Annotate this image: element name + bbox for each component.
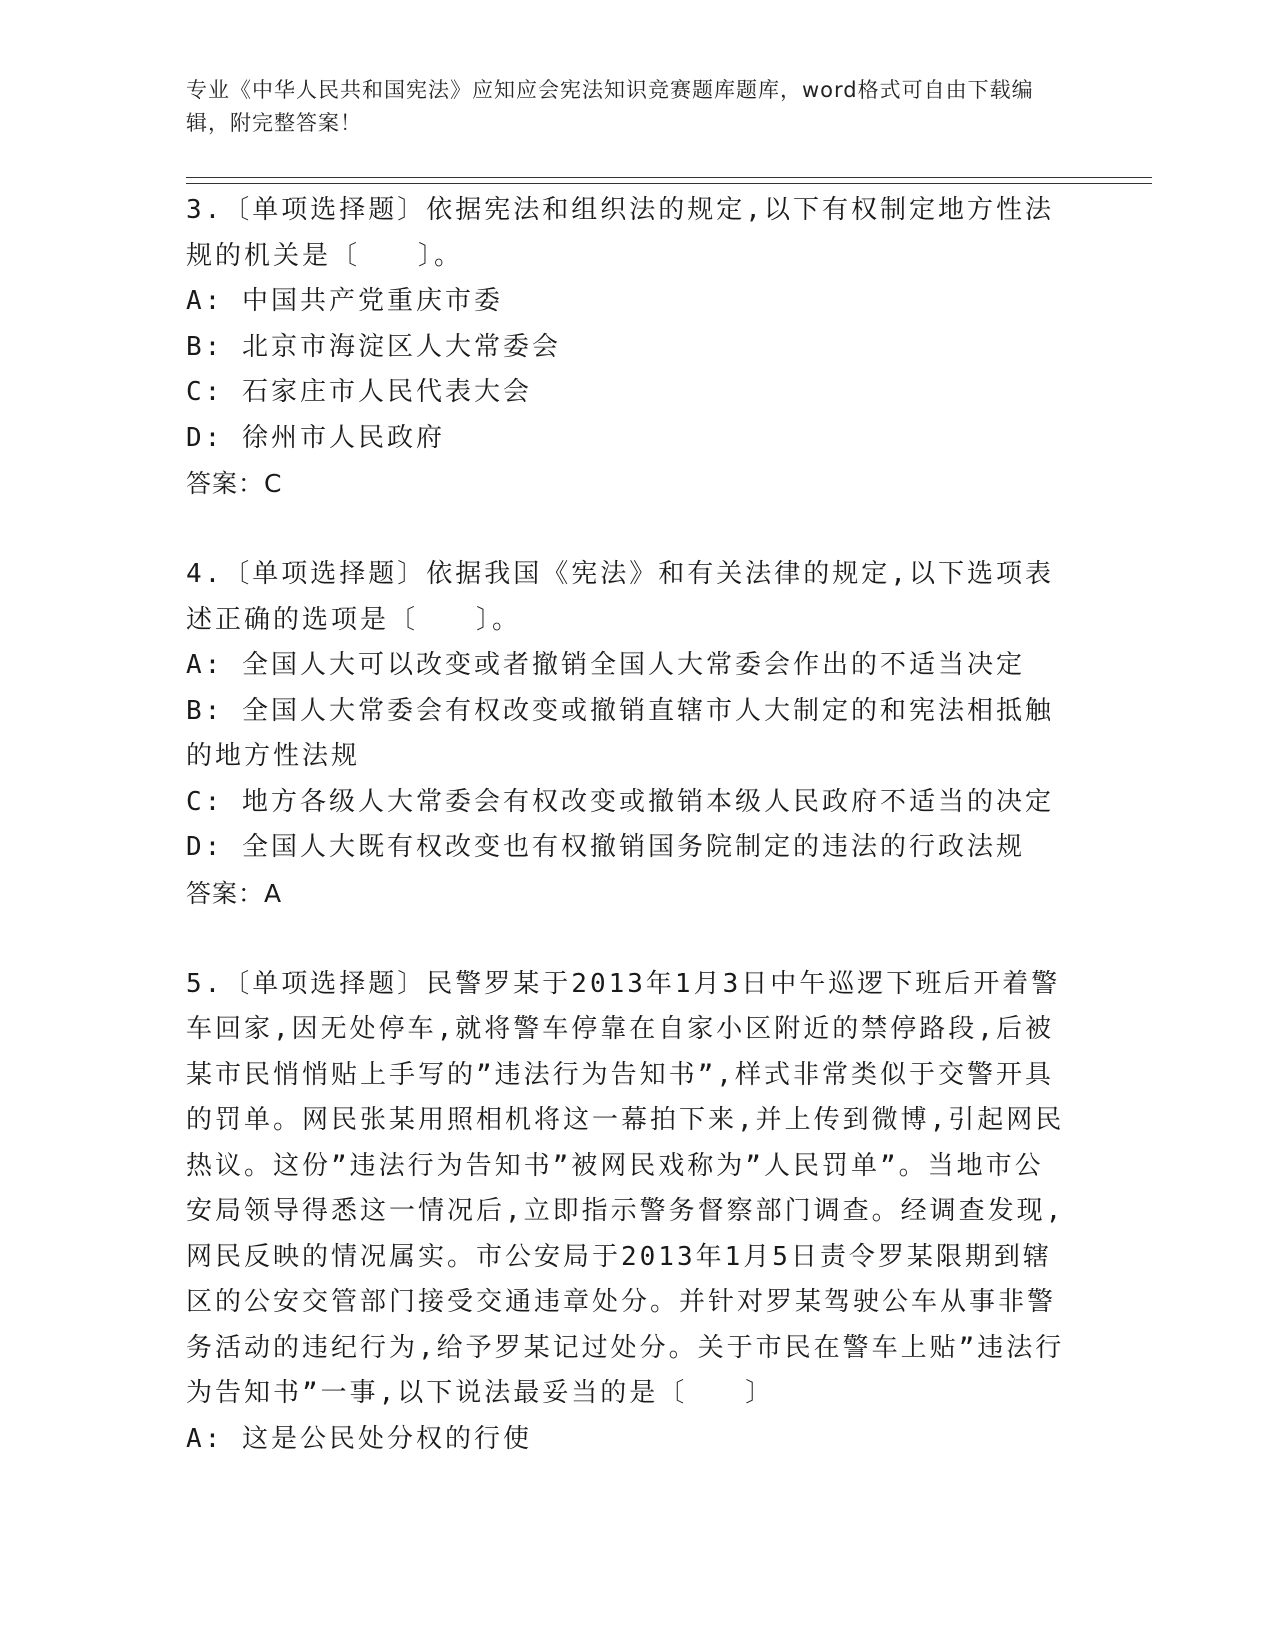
option-b: B: 北京市海淀区人大常委会 bbox=[186, 331, 561, 362]
header-rule-lower bbox=[186, 183, 1152, 184]
answer-line: 答案：A bbox=[186, 878, 283, 908]
question-5 bbox=[186, 962, 1066, 1463]
question-3 bbox=[186, 188, 1066, 507]
question-list bbox=[186, 188, 1066, 1508]
option-d: D: 徐州市人民政府 bbox=[186, 422, 445, 453]
question-stem: 5.〔单项选择题〕民警罗某于2013年1月3日中午巡逻下班后开着警车回家,因无处停车,就将警车停靠在自家小区附近的禁停路段,后被某市民悄悄贴上手写的”违法行为告知书”,样式非常类似于交警开具的罚单。网民张某用照相机将这一幕拍下来,并上传到微博,引起网民热议。这份”违法行为告知书”被网民戏称为”人民罚单”。当地市公安局领导得悉这一情况后,立即指示警务督察部门调查。经调查发现,网民反映的情况属实。市公安局于2013年1月5日责令罗某限期到辖区的公安交管部门接受交通违章处分。并针对罗某驾驶公车从事非警务活动的违纪行为,给予罗某记过处分。关于市民在警车上贴”违法行为告知书”一事,以下说法最妥当的是〔 〕 bbox=[186, 968, 1065, 1408]
answer-line: 答案：C bbox=[186, 469, 283, 498]
option-c: C: 石家庄市人民代表大会 bbox=[186, 377, 532, 407]
option-a: A: 中国共产党重庆市委 bbox=[186, 286, 503, 316]
question-stem: 3.〔单项选择题〕依据宪法和组织法的规定,以下有权制定地方性法规的机关是〔 〕。 bbox=[186, 195, 1054, 271]
option-a: A: 全国人大可以改变或者撤销全国人大常委会作出的不适当决定 bbox=[186, 650, 1025, 680]
question-stem: 4.〔单项选择题〕依据我国《宪法》和有关法律的规定,以下选项表述正确的选项是〔 〕。 bbox=[186, 559, 1054, 635]
question-4 bbox=[186, 552, 1066, 916]
option-c: C: 地方各级人大常委会有权改变或撤销本级人民政府不适当的决定 bbox=[186, 786, 1054, 817]
option-b: B: 全国人大常委会有权改变或撤销直辖市人大制定的和宪法相抵触的地方性法规 bbox=[186, 695, 1054, 771]
option-d: D: 全国人大既有权改变也有权撤销国务院制定的违法的行政法规 bbox=[186, 832, 1025, 862]
header-rule-upper bbox=[186, 177, 1152, 178]
option-a: A: 这是公民处分权的行使 bbox=[186, 1423, 532, 1454]
document-header: 专业《中华人民共和国宪法》应知应会宪法知识竞赛题库题库，word格式可自由下载编辑，附完整答案！ bbox=[186, 78, 1034, 135]
